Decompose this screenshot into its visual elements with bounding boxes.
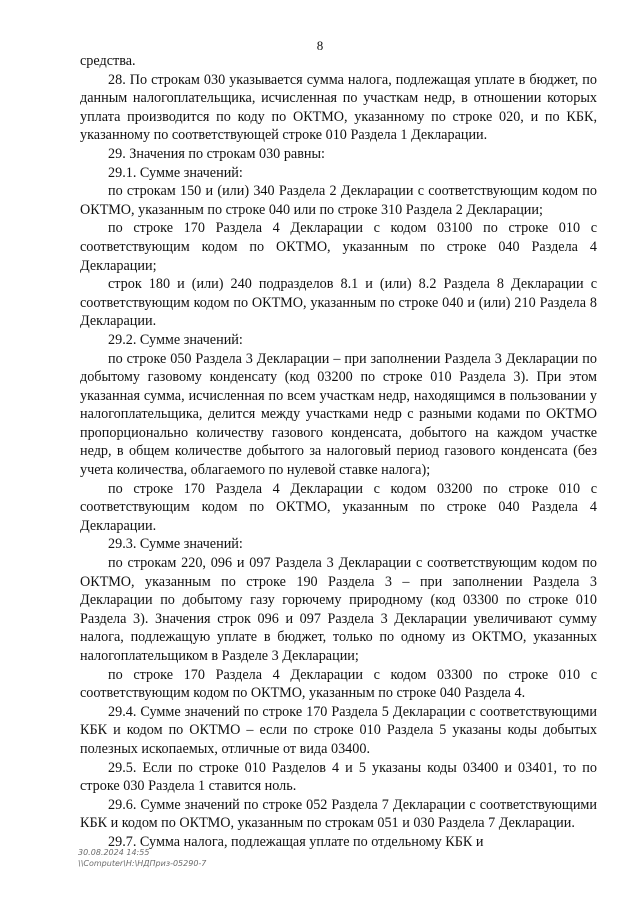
- page-number: 8: [316, 38, 324, 53]
- paragraph-28: 28. По строкам 030 указывается сумма налога, подлежащая уплате в бюджет, по данным налогоплательщика, исчисленная по участкам недр, в отношении которых уплата производится по коду по ОКТМО, указанному по строке 020, и по КБК, указанному по соответствующей строке 010 Раздела 1 Декларации.: [80, 71, 597, 144]
- paragraph-29-3-item-2: по строке 170 Раздела 4 Декларации с кодом 03300 по строке 010 с соответствующим кодом по ОКТМО, указанным по строке 040 Раздела 4.: [80, 666, 597, 702]
- paragraph-29-2-item-2: по строке 170 Раздела 4 Декларации с кодом 03200 по строке 010 с соответствующим кодом по ОКТМО, указанным по строке 040 Раздела 4 Декларации.: [80, 480, 597, 534]
- document-body: [80, 52, 597, 852]
- paragraph-29-5: 29.5. Если по строке 010 Разделов 4 и 5 указаны коды 03400 и 03401, то по строке 030 Раздела 1 ставится ноль.: [80, 759, 597, 795]
- paragraph-29-1-heading: 29.1. Сумме значений:: [108, 164, 243, 181]
- paragraph-29-2-item-1: по строке 050 Раздела 3 Декларации – при заполнении Раздела 3 Декларации по добытому газовому конденсату (код 03200 по строке 010 Раздела 3). При этом указанная сумма, исчисленная по всем участкам недр, находящимся в пользовании у налогоплательщика, делится между участками недр с разными кодами по ОКТМО пропорционально количеству газового конденсата, добытого на каждом участке недр, в общем количестве добытого за налоговый период газового конденсата (без учета количества, облагаемого по нулевой ставке налога);: [80, 350, 597, 479]
- footer-timestamp: 30.08.2024 14:55: [78, 848, 150, 857]
- paragraph-29-7: 29.7. Сумма налога, подлежащая уплате по отдельному КБК и: [108, 833, 484, 850]
- print-footer: [78, 847, 206, 869]
- paragraph-29-1-item-1: по строкам 150 и (или) 340 Раздела 2 Декларации с соответствующим кодом по ОКТМО, указанным по строке 040 или по строке 310 Раздела 2 Декларации;: [80, 183, 597, 218]
- paragraph-29-3-item-1: по строкам 220, 096 и 097 Раздела 3 Декларации с соответствующим кодом по ОКТМО, указанным по строке 190 Раздела 3 – при заполнении Раздела 3 Декларации по добытому газу горючему природному (код 03300 по строке 010 Раздела 3). Значения строк 096 и 097 Раздела 3 Декларации увеличивают сумму налога, подлежащую уплате в бюджет, только по одному из ОКТМО, указанных налогоплательщиком в Разделе 3 Декларации;: [80, 555, 597, 664]
- paragraph-29: 29. Значения по строкам 030 равны:: [108, 145, 325, 162]
- paragraph-29-1-item-2: по строке 170 Раздела 4 Декларации с кодом 03100 по строке 010 с соответствующим кодом по ОКТМО, указанным по строке 040 Раздела 4 Декларации;: [80, 220, 597, 274]
- paragraph-29-6: 29.6. Сумме значений по строке 052 Раздела 7 Декларации с соответствующими КБК и кодом по ОКТМО, указанным по строкам 051 и 030 Раздела 7 Декларации.: [80, 796, 597, 832]
- paragraph-1: средства.: [80, 53, 136, 69]
- paragraph-29-4: 29.4. Сумме значений по строке 170 Раздела 5 Декларации с соответствующими КБК и кодом по ОКТМО – если по строке 010 Раздела 5 указаны коды добытых полезных ископаемых, отличные от вида 03400.: [80, 703, 597, 757]
- paragraph-29-1-item-3: строк 180 и (или) 240 подразделов 8.1 и (или) 8.2 Раздела 8 Декларации с соответствующим кодом по ОКТМО, указанным по строке 040 и (или) 210 Раздела 8 Декларации.: [80, 276, 597, 330]
- paragraph-29-3-heading: 29.3. Сумме значений:: [108, 536, 243, 553]
- footer-file-path: \\Computer\Н:\НДПриз-05290-7: [78, 859, 207, 868]
- paragraph-29-2-heading: 29.2. Сумме значений:: [108, 331, 243, 348]
